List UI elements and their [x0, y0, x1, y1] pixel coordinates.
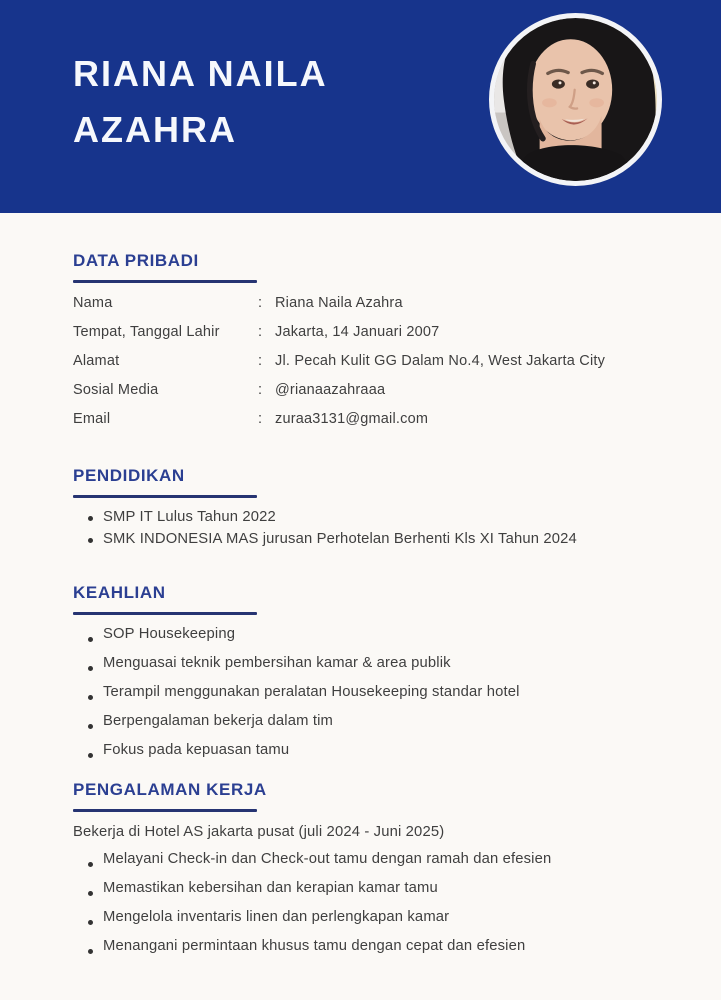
work-experience-intro: Bekerja di Hotel AS jakarta pusat (juli 2024 - Juni 2025): [73, 824, 445, 840]
list-item: SMK INDONESIA MAS jurusan Perhotelan Berhenti Kls XI Tahun 2024: [73, 531, 673, 553]
list-item: Menangani permintaan khusus tamu dengan cepat dan efesien: [73, 938, 673, 967]
section-title-keahlian: KEAHLIAN: [73, 583, 166, 602]
section-keahlian: [73, 583, 673, 771]
row-label: Nama: [73, 295, 113, 311]
skills-list: [73, 626, 673, 771]
row-separator: :: [258, 411, 263, 427]
section-underline: [73, 809, 257, 812]
list-item: Mengelola inventaris linen dan perlengkapan kamar: [73, 909, 673, 938]
bullet-icon: [88, 753, 93, 758]
person-face-illustration: [494, 18, 657, 181]
list-item: SOP Housekeeping: [73, 626, 673, 655]
bullet-icon: [88, 538, 93, 543]
person-name-line1: RIANA NAILA: [73, 53, 328, 94]
bullet-icon: [88, 695, 93, 700]
row-label: Email: [73, 411, 111, 427]
bullet-icon: [88, 724, 93, 729]
bullet-icon: [88, 666, 93, 671]
row-label: Sosial Media: [73, 382, 159, 398]
bullet-icon: [88, 920, 93, 925]
row-value: @rianaazahraaa: [275, 382, 386, 398]
row-value: zuraa3131@gmail.com: [275, 411, 429, 427]
bullet-icon: [88, 516, 93, 521]
row-separator: :: [258, 353, 263, 369]
header-banner: [0, 0, 721, 213]
list-item: Berpengalaman bekerja dalam tim: [73, 713, 673, 742]
row-separator: :: [258, 324, 263, 340]
row-value: Jl. Pecah Kulit GG Dalam No.4, West Jakarta City: [275, 353, 606, 369]
section-underline: [73, 495, 257, 498]
list-item: Menguasai teknik pembersihan kamar & area publik: [73, 655, 673, 684]
section-underline: [73, 280, 257, 283]
work-experience-list: [73, 851, 673, 967]
bullet-icon: [88, 949, 93, 954]
resume-content: [0, 213, 721, 967]
table-row-alamat: [73, 353, 673, 382]
table-row-sosial-media: [73, 382, 673, 411]
section-pengalaman-kerja: [73, 780, 673, 967]
row-value: Riana Naila Azahra: [275, 295, 403, 311]
list-item: Melayani Check-in dan Check-out tamu dengan ramah dan efesien: [73, 851, 673, 880]
section-underline: [73, 612, 257, 615]
section-data-pribadi: [73, 251, 673, 440]
personal-data-table: [73, 295, 673, 440]
section-pendidikan: [73, 466, 673, 552]
list-item: SMP IT Lulus Tahun 2022: [73, 509, 673, 531]
profile-photo: [489, 13, 662, 186]
list-item: Terampil menggunakan peralatan Housekeeping standar hotel: [73, 684, 673, 713]
person-name-line2: AZAHRA: [73, 109, 237, 150]
education-list: [73, 509, 673, 552]
person-name: [73, 46, 328, 158]
bullet-icon: [88, 637, 93, 642]
bullet-icon: [88, 891, 93, 896]
table-row-tempat-tanggal-lahir: [73, 324, 673, 353]
section-title-pendidikan: PENDIDIKAN: [73, 466, 185, 485]
row-value: Jakarta, 14 Januari 2007: [275, 324, 440, 340]
section-title-pengalaman-kerja: PENGALAMAN KERJA: [73, 780, 267, 799]
row-label: Alamat: [73, 353, 120, 369]
list-item: Fokus pada kepuasan tamu: [73, 742, 673, 771]
table-row-nama: [73, 295, 673, 324]
row-label: Tempat, Tanggal Lahir: [73, 324, 220, 340]
bullet-icon: [88, 862, 93, 867]
table-row-email: [73, 411, 673, 440]
row-separator: :: [258, 382, 263, 398]
list-item: Memastikan kebersihan dan kerapian kamar tamu: [73, 880, 673, 909]
row-separator: :: [258, 295, 263, 311]
section-title-data-pribadi: DATA PRIBADI: [73, 251, 199, 270]
